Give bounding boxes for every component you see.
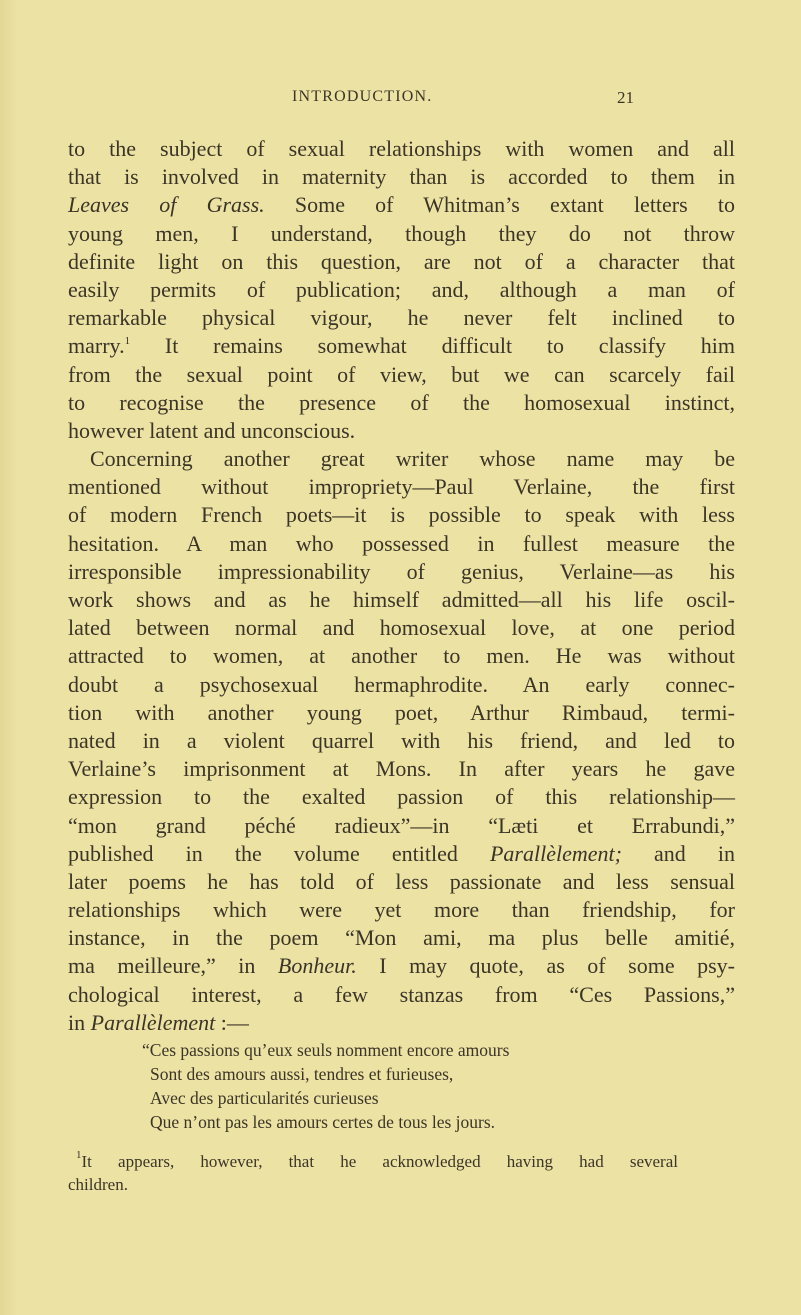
- italic-title: Bonheur.: [277, 953, 357, 979]
- text-segment: nated in a violent quarrel with his friend, and led to: [68, 727, 735, 753]
- text-line: [68, 727, 735, 755]
- text-segment: of modern French poets—it is possible to speak with less: [68, 502, 735, 528]
- text-segment: definite light on this question, are not of a character that: [68, 248, 735, 274]
- text-segment: to recognise the presence of the homosexual instinct,: [68, 389, 735, 415]
- text-segment: doubt a psychosexual hermaphrodite. An early connec-: [68, 671, 735, 697]
- text-line: [68, 642, 735, 670]
- text-line: [68, 614, 735, 642]
- text-segment: Verlaine’s imprisonment at Mons. In after years he gave: [68, 756, 735, 782]
- footnote: [68, 1150, 678, 1196]
- footnote-line: [68, 1150, 678, 1173]
- text-segment: ma meilleure,” in: [68, 953, 278, 979]
- text-segment: young men, I understand, though they do not throw: [68, 220, 735, 246]
- poem-line: Avec des particularités curieuses: [150, 1088, 379, 1108]
- text-line: [68, 586, 735, 614]
- text-segment: irresponsible impressionability of genius, Verlaine—as his: [68, 558, 735, 584]
- text-segment: remarkable physical vigour, he never felt inclined to: [68, 305, 735, 331]
- text-line: [68, 671, 735, 699]
- text-segment: that is involved in maternity than is accorded to them in: [68, 164, 735, 190]
- text-line: [68, 812, 735, 840]
- text-line: [68, 248, 735, 276]
- footnote-ref: 1: [124, 335, 131, 348]
- text-segment: relationships which were yet more than friendship, for: [68, 897, 735, 923]
- text-line: [68, 924, 735, 952]
- text-segment: published in the volume entitled: [68, 840, 490, 866]
- text-segment: and in: [621, 840, 735, 866]
- text-segment: work shows and as he himself admitted—all his life oscil-: [68, 587, 735, 612]
- text-line: [68, 304, 735, 332]
- text-segment: hesitation. A man who possessed in fullest measure the: [68, 530, 735, 556]
- text-line: [68, 389, 735, 417]
- text-line: [68, 840, 735, 868]
- text-line: [68, 896, 735, 924]
- text-line: [68, 445, 735, 473]
- text-segment: marry.: [68, 333, 125, 359]
- poem-line: “Ces passions qu’eux seuls nomment encore amours: [142, 1040, 510, 1060]
- text-segment: in: [68, 1009, 91, 1035]
- text-segment: from the sexual point of view, but we can scarcely fail: [68, 361, 735, 387]
- poem-line: Que n’ont pas les amours certes de tous les jours.: [150, 1112, 496, 1132]
- text-line: [68, 952, 735, 980]
- text-segment: easily permits of publication; and, although a man of: [68, 276, 735, 302]
- text-segment: Concerning another great writer whose name may be: [90, 446, 735, 472]
- text-segment: chological interest, a few stanzas from “Ces Passions,”: [68, 981, 735, 1007]
- page-edge-shadow: [0, 0, 18, 1315]
- text-segment: “mon grand péché radieux”—in “Læti et Errabundi,”: [68, 812, 735, 838]
- text-line: [68, 417, 735, 445]
- text-line: [68, 981, 735, 1009]
- body-text: [68, 135, 735, 1037]
- text-line: [68, 332, 735, 360]
- text-segment: expression to the exalted passion of this relationship—: [68, 784, 735, 810]
- italic-title: Parallèlement: [90, 1009, 216, 1035]
- text-segment: :—: [215, 1009, 249, 1035]
- text-line: [68, 699, 735, 727]
- footnote-marker: 1: [76, 1149, 82, 1161]
- footnote-text: children.: [68, 1175, 128, 1194]
- text-segment: tion with another young poet, Arthur Rimbaud, termi-: [68, 699, 735, 725]
- running-title: INTRODUCTION.: [292, 88, 433, 105]
- text-line: [68, 755, 735, 783]
- text-line: [68, 473, 735, 501]
- text-line: [68, 1009, 735, 1037]
- text-line: [68, 135, 735, 163]
- text-line: [68, 191, 735, 219]
- footnote-text: It appears, however, that he acknowledged having had several: [81, 1152, 678, 1171]
- text-line: [68, 361, 735, 389]
- poem-line: Sont des amours aussi, tendres et furieuses,: [150, 1064, 454, 1084]
- text-segment: attracted to women, at another to men. He was without: [68, 643, 735, 669]
- text-line: [68, 868, 735, 896]
- text-segment: to the subject of sexual relationships with women and all: [68, 136, 735, 161]
- text-line: [68, 783, 735, 811]
- text-segment: It remains somewhat difficult to classify him: [130, 333, 735, 359]
- text-line: [68, 163, 735, 191]
- text-segment: I may quote, as of some psy-: [356, 953, 736, 979]
- text-line: [68, 558, 735, 586]
- text-line: [68, 276, 735, 304]
- text-segment: however latent and unconscious.: [68, 417, 356, 443]
- text-line: [68, 220, 735, 248]
- page-number: 21: [617, 88, 634, 107]
- text-segment: mentioned without impropriety—Paul Verlaine, the first: [68, 474, 735, 500]
- italic-title: Leaves of Grass.: [68, 192, 265, 218]
- text-segment: later poems he has told of less passionate and less sensual: [68, 868, 735, 894]
- text-segment: Some of Whitman’s extant letters to: [264, 192, 735, 218]
- italic-title: Parallèlement;: [489, 840, 622, 866]
- poem-quotation: [142, 1038, 509, 1134]
- text-segment: instance, in the poem “Mon ami, ma plus belle amitié,: [68, 925, 735, 951]
- running-header: [0, 88, 801, 112]
- text-line: [68, 530, 735, 558]
- text-segment: lated between normal and homosexual love, at one period: [68, 615, 735, 641]
- text-line: [68, 501, 735, 529]
- footnote-line: [68, 1173, 678, 1196]
